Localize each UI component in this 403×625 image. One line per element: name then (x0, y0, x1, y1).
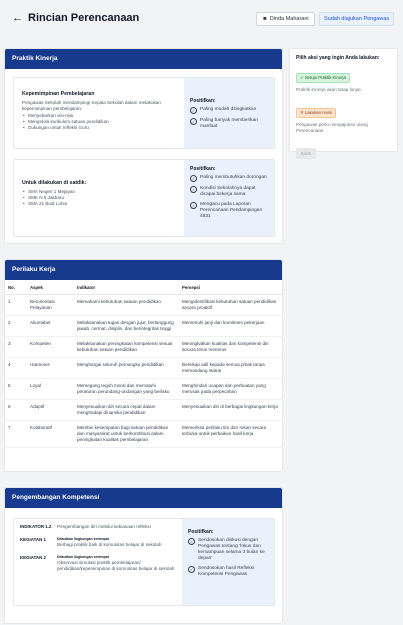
kegiatan-sub: Ditautkan lingkungan setempat (57, 537, 109, 541)
table-cell: Memeriksa perilaku tim dan rekan secara terbuka untuk perbaikan hasil kerja (179, 421, 282, 448)
revise-option[interactable] (296, 108, 336, 118)
table-cell: 2 (5, 316, 27, 337)
positif-title: Positifkan: (190, 166, 216, 172)
positif-item (190, 175, 268, 182)
table-cell: Menyesuaikan diri di berbagai lingkungan kerja (179, 400, 282, 421)
positif-item (190, 107, 268, 114)
satdik-heading: Untuk dilakukan di satdik: (22, 180, 87, 186)
list-item: • Menyebarkan visi-misi (22, 113, 178, 119)
pengembangan-card (4, 487, 283, 624)
pengembangan-positif (182, 519, 274, 605)
top-bar (0, 0, 403, 40)
table-cell: Menghargai seluruh pemangku pendidikan (74, 358, 179, 379)
positif-text: Paling membutuhkan dorongan (200, 175, 267, 180)
positif-title: Positifkan: (190, 98, 216, 104)
table-cell: Memenuhi janji dan komitmen pekerjaan (179, 316, 282, 337)
positif-title: Positifkan: (188, 529, 214, 535)
column-header: Persepsi (179, 280, 282, 295)
table-cell: Loyal (27, 379, 74, 400)
list-item: • SMA Negeri 1 Mejayan (22, 189, 178, 195)
approve-option-label: Setuju Praktik Kinerja (304, 75, 346, 80)
revise-option-label: Lakukan revisi (304, 110, 333, 115)
positif-item (188, 538, 268, 562)
list-item: • SMK N 5 Jakbaru (22, 195, 178, 201)
kepemimpinan-bullets (22, 113, 178, 131)
column-header: Indikator (74, 280, 179, 295)
kegiatan-text: Observasi simulasi praktik pembelajaran/ pendidikan/kepemimpinan di komunitas belajar di sekolah (57, 560, 175, 571)
table-row (5, 316, 282, 337)
table-cell: Menghindari ucapan dan perbuatan yang merusak pada perpecahan (179, 379, 282, 400)
table-cell: Adaptif (27, 400, 74, 421)
user-chip[interactable] (256, 12, 315, 26)
positif-text: Kondisi Sekolahnya dapat dicapai bekerja sama (200, 186, 256, 197)
table-cell: 5 (5, 379, 27, 400)
column-header: Aspek (27, 280, 74, 295)
table-row (5, 421, 282, 448)
status-badge: Sudah diajukan Pengawas (319, 12, 394, 26)
indikator-row (20, 524, 178, 530)
check-circle-icon: ✓ (191, 119, 196, 124)
action-panel-title: Pilih aksi yang ingin Anda lakukan: (296, 55, 380, 61)
user-icon: ☻ (262, 16, 268, 22)
table-cell: Akuntabel (27, 316, 74, 337)
table-cell: Berorientasi Pelayanan (27, 295, 74, 316)
kepemimpinan-left (14, 78, 186, 148)
table-cell: 1 (5, 295, 27, 316)
list-item: • Dukungan untuk refleksi Guru (22, 125, 178, 131)
positif-item (190, 118, 268, 130)
positif-item (190, 202, 268, 220)
table-cell: Mengidentifikasi kebutuhan satuan pendidikan secara proaktif (179, 295, 282, 316)
kegiatan-value (57, 537, 178, 548)
perilaku-kerja-card (4, 259, 283, 472)
satdik-bullets (22, 189, 178, 207)
kepemimpinan-positif (184, 78, 274, 148)
table-header-row (5, 280, 282, 295)
kegiatan-label: KEGIATAN 2 (20, 555, 46, 560)
kepemimpinan-box (13, 77, 275, 149)
approve-option-desc: Praktik Kinerja akan tetap lanjut. (296, 87, 362, 92)
table-row (5, 358, 282, 379)
satdik-box (13, 159, 275, 237)
check-circle-icon: ✓ (189, 567, 194, 572)
table-cell: 6 (5, 400, 27, 421)
check-circle-icon: ✓ (191, 108, 196, 113)
table-cell: Kolaboratif (27, 421, 74, 448)
kegiatan-row (20, 537, 178, 548)
list-item: • SMA 21 Budi Luhur (22, 201, 178, 207)
list-item: • Mengelola kurikulum satuan pendidikan (22, 119, 178, 125)
kegiatan-sub: Ditautkan lingkungan setempat (57, 555, 109, 559)
column-header: No. (5, 280, 27, 295)
check-circle-icon: ✓ (191, 203, 196, 208)
kegiatan-text: Berbagi praktik baik di komunitas belajar di sekolah (57, 542, 162, 547)
table-cell: Bersikap adil kepada semua pihak tanpa memandang status (179, 358, 282, 379)
perilaku-kerja-header: Perilaku Kerja (5, 260, 282, 280)
positif-text: Paling mudah ditingkatkan (200, 107, 257, 112)
table-row (5, 400, 282, 421)
table-cell: Membei kesempatan bagi satuan pendidikan dan masyarakat untuk berkontribusi dalam peningkatan kualitas pembelajaran (74, 421, 179, 448)
table-cell: Harmonis (27, 358, 74, 379)
positif-text: Paling banyak memberikan manfaat (200, 118, 258, 129)
approve-option[interactable] (296, 73, 350, 83)
kepemimpinan-description: Pengawas Sekolah mendampingi Kepala Sekolah dalam melakukan kepemimpinan pembelajaran: (22, 100, 161, 111)
perilaku-table (5, 280, 282, 448)
table-cell: Memegang teguh moral dan mematuhi peraturan perundang-undangan yang berlaku (74, 379, 179, 400)
positif-text: Sendosokan diskusi dengan Pengawas tentang 'fokus dan kemampuan selama 3 bulan ke depan' (198, 538, 265, 561)
back-arrow-icon[interactable]: ← (12, 12, 23, 24)
table-row (5, 295, 282, 316)
positif-text: Mengacu pada Laporan Perencanaan Pendampingan 4831 (200, 202, 263, 219)
pengembangan-header: Pengembangan Kompetensi (5, 488, 282, 508)
positif-item (190, 186, 268, 198)
kepemimpinan-heading: Kepemimpinan Pembelajaran (22, 91, 95, 97)
user-name: Dinda Maharani (269, 16, 309, 22)
table-cell: 4 (5, 358, 27, 379)
check-icon: ✓ (300, 75, 304, 80)
kegiatan-value (57, 555, 178, 572)
table-cell: Meningkatkan kualitas dan kompetensi diri secara terus menerus (179, 337, 282, 358)
action-panel (289, 48, 398, 156)
kegiatan-row (20, 555, 178, 572)
satdik-left (14, 160, 186, 236)
close-icon: ✕ (300, 110, 304, 115)
check-circle-icon: ✓ (191, 187, 196, 192)
indikator-label: INDIKATOR 1.2 (20, 524, 52, 529)
table-row (5, 379, 282, 400)
table-cell: Melaksanakan tugas dengan jujur, bertanggung jawab, cermat, disiplin, dan berintegritas tinggi (74, 316, 179, 337)
revise-option-desc: Pengawas perlu mengajukan ulang Perencanaan. (296, 122, 368, 133)
check-circle-icon: ✓ (191, 176, 196, 181)
table-row (5, 337, 282, 358)
check-circle-icon: ✓ (189, 539, 194, 544)
submit-button[interactable]: Kirim (296, 148, 316, 159)
table-cell: Memahami kebutuhan satuan pendidikan (74, 295, 179, 316)
table-cell: Kompeten (27, 337, 74, 358)
kegiatan-label: KEGIATAN 1 (20, 537, 46, 542)
table-cell: 3 (5, 337, 27, 358)
indikator-value: Pengembangan diri melalui kebiasaan refleksi (57, 524, 151, 529)
positif-text: Sendosokan hasil Refleksi Kompetensi Pengawas (198, 566, 255, 577)
pengembangan-box (13, 518, 275, 606)
page-title: Rincian Perencanaan (28, 12, 140, 24)
table-cell: Melaksanakan peningkatan kompetensi sesuai kebutuhan satuan pendidikan (74, 337, 179, 358)
table-cell: Menyesuaikan diri secara cepat dalam menghadapi dinamika pendidikan (74, 400, 179, 421)
praktik-kinerja-header: Praktik Kinerja (5, 49, 282, 69)
positif-item (188, 566, 268, 578)
pengembangan-left (14, 519, 184, 605)
table-cell: 7 (5, 421, 27, 448)
praktik-kinerja-card (4, 48, 283, 244)
satdik-positif (184, 160, 274, 236)
